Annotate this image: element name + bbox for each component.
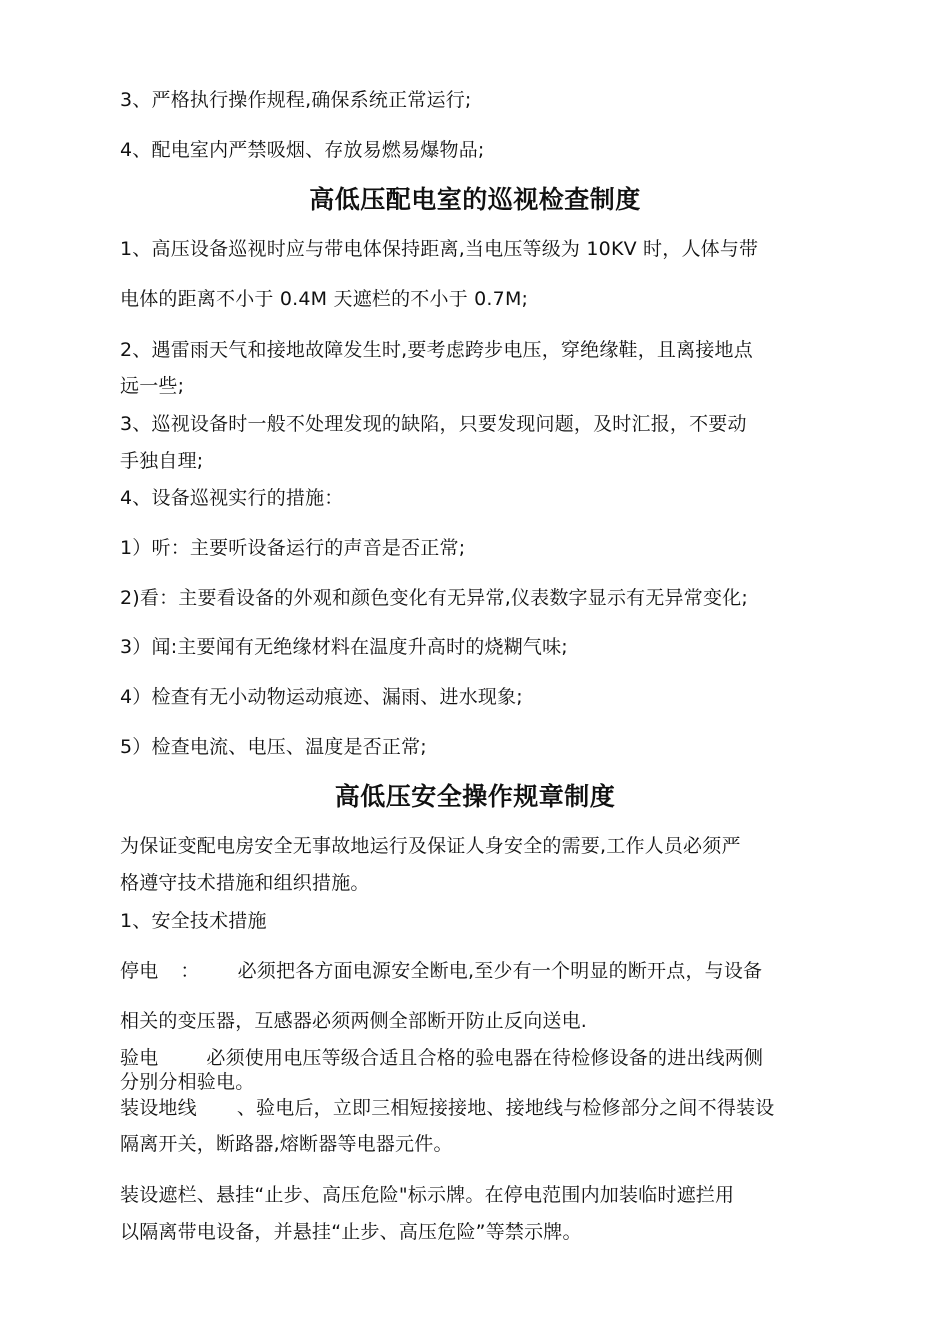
safety-intro-line-1: 为保证变配电房安全无事故地运行及保证人身安全的需要,工作人员必须严 <box>120 835 741 857</box>
inspection-sub-4: 4）检查有无小动物运动痕迹、漏雨、进水现象; <box>120 686 523 708</box>
inspection-sub-1: 1）听：主要听设备运行的声音是否正常; <box>120 537 466 559</box>
barrier-line-1: 装设遮栏、悬挂“止步、高压危险"标示牌。在停电范围内加装临时遮拦用 <box>120 1184 735 1206</box>
safety-item-1: 1、安全技术措施 <box>120 910 267 932</box>
power-off-text: 必须把各方面电源安全断电,至少有一个明显的断开点，与设备 <box>237 960 763 982</box>
inspection-item-3-line-2: 手独自理; <box>120 450 204 472</box>
rule-item-4: 4、配电室内严禁吸烟、存放易燃易爆物品; <box>120 139 485 161</box>
inspection-item-2-line-1: 2、遇雷雨天气和接地故障发生时,要考虑跨步电压，穿绝缘鞋，且离接地点 <box>120 339 753 361</box>
grounding-text: 、验电后，立即三相短接接地、接地线与检修部分之间不得装设 <box>236 1097 775 1119</box>
inspection-sub-2: 2)看：主要看设备的外观和颜色变化有无异常,仪表数字显示有无异常变化; <box>120 587 748 609</box>
voltage-test-text: 必须使用电压等级合适且合格的验电器在待检修设备的进出线两侧 <box>206 1047 764 1069</box>
inspection-sub-3: 3）闻:主要闻有无绝缘材料在温度升高时的烧糊气味; <box>120 636 568 658</box>
rule-item-3: 3、严格执行操作规程,确保系统正常运行; <box>120 89 472 111</box>
grounding-line-1 <box>120 1096 860 1120</box>
power-off-line-2: 相关的变压器，互感器必须两侧全部断开防止反向送电. <box>120 1010 588 1032</box>
voltage-test-line-1 <box>120 1046 860 1070</box>
section-title-inspection: 高低压配电室的巡视检查制度 <box>309 185 641 214</box>
voltage-test-label: 验电 <box>120 1047 159 1069</box>
grounding-line-2: 隔离开关，断路器,熔断器等电器元件。 <box>120 1133 453 1155</box>
inspection-item-1-line-2: 电体的距离不小于 0.4M 天遮栏的不小于 0.7M; <box>120 288 529 310</box>
grounding-label: 装设地线 <box>120 1097 197 1119</box>
inspection-item-4: 4、设备巡视实行的措施： <box>120 487 344 509</box>
inspection-item-3-line-1: 3、巡视设备时一般不处理发现的缺陷，只要发现问题，及时汇报，不要动 <box>120 413 747 435</box>
inspection-sub-5: 5）检查电流、电压、温度是否正常; <box>120 736 427 758</box>
barrier-line-2: 以隔离带电设备，并悬挂“止步、高压危险”等禁示牌。 <box>120 1221 582 1243</box>
voltage-test-line-2: 分别分相验电。 <box>120 1071 255 1093</box>
power-off-colon: ： <box>180 960 200 982</box>
power-off-label: 停电 <box>120 960 159 982</box>
section-title-safety: 高低压安全操作规章制度 <box>334 782 616 811</box>
power-off-line-1 <box>120 959 860 983</box>
safety-intro-line-2: 格遵守技术措施和组织措施。 <box>120 872 370 894</box>
inspection-item-2-line-2: 远一些; <box>120 375 185 397</box>
inspection-item-1-line-1: 1、高压设备巡视时应与带电体保持距离,当电压等级为 10KV 时，人体与带 <box>120 238 759 260</box>
